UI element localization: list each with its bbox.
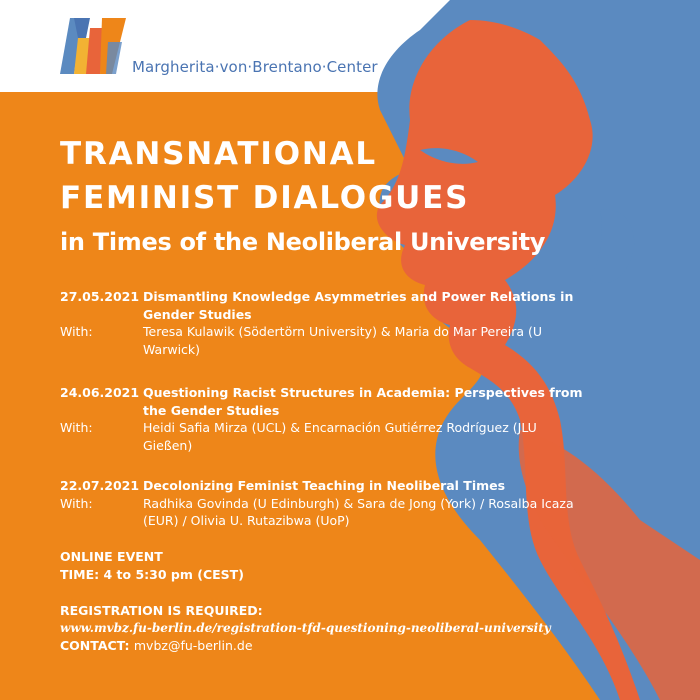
event-title: Decolonizing Feminist Teaching in Neoliberal Times [143, 478, 506, 493]
with-label: With: [60, 420, 93, 435]
contact-label: CONTACT: [60, 638, 130, 653]
title-line-1: TRANSNATIONAL [60, 136, 377, 172]
contact-email-link[interactable]: mvbz@fu-berlin.de [133, 638, 253, 653]
contact-line [60, 637, 551, 655]
with-label: With: [60, 495, 93, 511]
online-event-label: ONLINE EVENT [60, 549, 163, 564]
org-name: Margherita·von·Brentano·Center [132, 58, 378, 76]
event-time: TIME: 4 to 5:30 pm (CEST) [60, 566, 244, 582]
with-label: With: [60, 324, 93, 339]
mvbz-logo-icon [60, 18, 126, 74]
event-speakers: Teresa Kulawik (Södertörn University) & Maria do Mar Pereira (U Warwick) [143, 324, 543, 357]
event-1 [60, 288, 660, 358]
event-date: 22.07.2021 [60, 478, 140, 493]
online-info [60, 548, 244, 583]
event-date: 24.06.2021 [60, 385, 140, 400]
event-title: Questioning Racist Structures in Academia: Perspectives from the Gender Studies [143, 385, 583, 418]
event-speakers: Radhika Govinda (U Edinburgh) & Sara de Jong (York) / Rosalba Icaza (EUR) / Olivia U. Rutazibwa (UoP) [143, 495, 574, 528]
event-2 [60, 384, 660, 454]
registration-heading: REGISTRATION IS REQUIRED: [60, 603, 263, 618]
event-title: Dismantling Knowledge Asymmetries and Power Relations in Gender Studies [143, 289, 574, 322]
subtitle: in Times of the Neoliberal University [60, 228, 546, 256]
title-line-2: FEMINIST DIALOGUES [60, 180, 470, 216]
event-date: 27.05.2021 [60, 289, 140, 304]
event-3 [60, 477, 660, 530]
registration-link[interactable]: www.mvbz.fu-berlin.de/registration-tfd-questioning-neoliberal-university [60, 620, 551, 635]
event-speakers: Heidi Safia Mirza (UCL) & Encarnación Gutiérrez Rodríguez (JLU Gießen) [143, 420, 537, 453]
registration-info [60, 602, 551, 655]
